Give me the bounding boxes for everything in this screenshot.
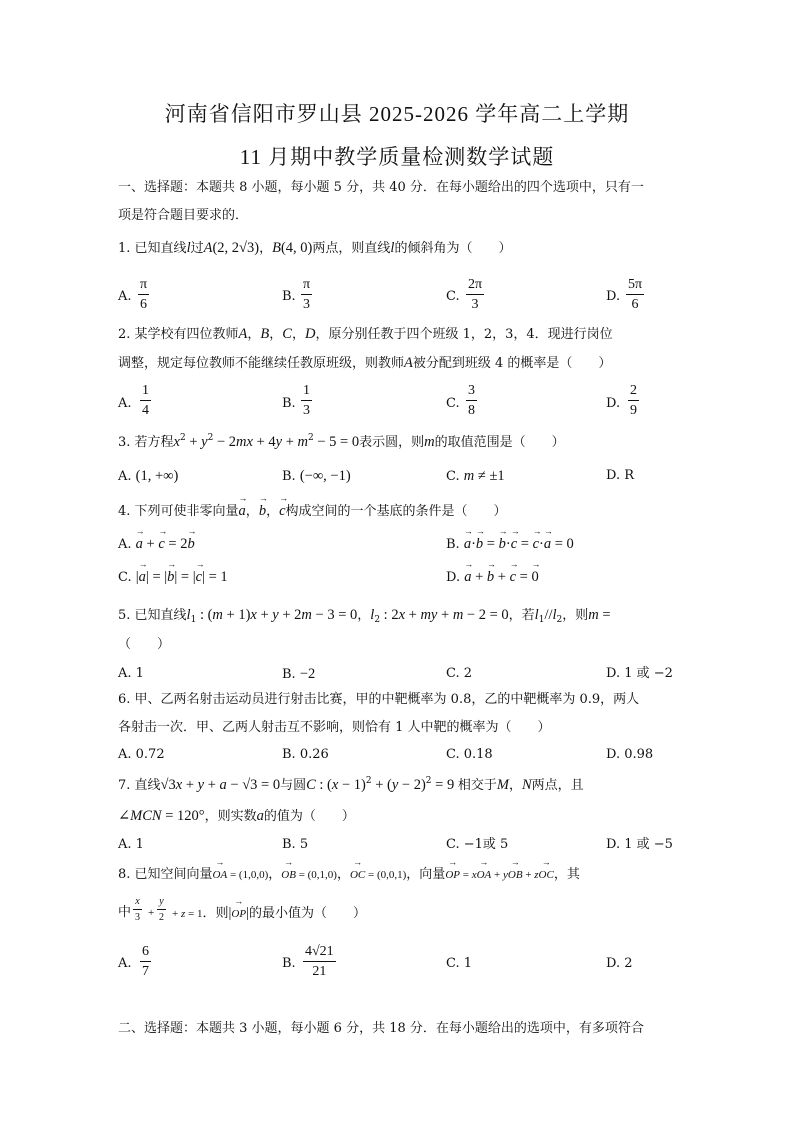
option-b-label: B. bbox=[282, 289, 296, 304]
question-5-stem-line2: （ ） bbox=[118, 637, 171, 652]
option-d-label: D. bbox=[606, 396, 621, 411]
question-6-stem-line1: 6. 甲、乙两名射击运动员进行射击比赛，甲的中靶概率为 0.8，乙的中靶概率为 0.9，两人 bbox=[118, 692, 640, 707]
option-a-fraction: $\frac{\pi}{6}$ bbox=[140, 277, 148, 312]
option-a-label: A. bbox=[118, 956, 132, 971]
option-a-label: A. bbox=[118, 289, 132, 304]
option-b-label: B. bbox=[282, 396, 296, 411]
option-d: D. 1 或 −2 bbox=[606, 666, 673, 681]
option-c: C. −1或 5 bbox=[446, 837, 509, 852]
option-c-label: C. bbox=[446, 396, 460, 411]
option-d: D. 2 bbox=[606, 956, 633, 971]
option-b: B. (−∞, −1) bbox=[282, 468, 351, 484]
question-5-stem: 5. 已知直线$l_1$ : (m + 1)x + y + 2m − 3 = 0，$l_2$ : 2x + my + m − 2 = 0，若$l_1//l_2$，则m = bbox=[118, 607, 611, 625]
option-b-fraction: $\frac{1}{3}$ bbox=[303, 383, 310, 418]
q8-frac-x3: $\frac{x}{3}$ bbox=[135, 896, 140, 923]
option-a: A. 0.72 bbox=[118, 747, 165, 762]
option-c-label: C. bbox=[446, 289, 460, 304]
option-c: C. 0.18 bbox=[446, 747, 493, 762]
question-8-condition: + z = 1．则|→ OP|的最小值为（ ） bbox=[172, 905, 366, 922]
option-c-fraction: $\frac{3}{8}$ bbox=[468, 383, 475, 418]
option-a-fraction: $\frac{6}{7}$ bbox=[142, 944, 149, 979]
option-a: A. → a + → c = 2→ b bbox=[118, 536, 195, 553]
option-d-fraction: $\frac{2}{9}$ bbox=[630, 383, 637, 418]
option-c: C. |→ a| = |→ b| = |→ c| = 1 bbox=[118, 569, 228, 586]
option-b-fraction: $\frac{4√21}{21}$ bbox=[305, 944, 334, 979]
question-8-stem: 8. 已知空间向量→ OA = (1,0,0)，→ OB = (0,1,0)，→ OC = (0,0,1)，向量→ OP = x→ OA + y→ OB + z→ OC，其 bbox=[118, 867, 580, 883]
q8-plus: + bbox=[148, 907, 155, 919]
question-8-stem-line2: 中 bbox=[118, 905, 132, 920]
question-7-stem: 7. 直线√3x + y + a − √3 = 0与圆C : $(x - 1)^2 + (y - 2)^2 = 9$ 相交于M，N两点，且 bbox=[118, 776, 584, 793]
option-d-fraction: $\frac{5\pi}{6}$ bbox=[628, 277, 643, 312]
option-a: A. 1 bbox=[118, 666, 144, 681]
question-4-stem: 4. 下列可使非零向量→ a，→ b，→ c构成空间的一个基底的条件是（ ） bbox=[118, 503, 507, 520]
option-a: A. 1 bbox=[118, 837, 144, 852]
option-d-label: D. bbox=[606, 289, 621, 304]
section1-header-line1: 一、选择题：本题共 8 小题，每小题 5 分，共 40 分．在每小题给出的四个选项中，只有一 bbox=[118, 180, 644, 195]
option-b-label: B. bbox=[282, 956, 296, 971]
option-c: C. 1 bbox=[446, 956, 473, 971]
option-b: B. → a·→ b = → b·→ c = → c·→ a = 0 bbox=[446, 536, 574, 553]
section2-header-line1: 二、选择题：本题共 3 小题，每小题 6 分，共 18 分．在每小题给出的选项中，有多项符合 bbox=[118, 1021, 644, 1036]
exam-title-line1: 河南省信阳市罗山县 2025-2026 学年高二上学期 bbox=[164, 102, 630, 126]
question-2-stem-line1: 2. 某学校有四位教师A，B，C，D，原分别任教于四个班级 1，2，3，4．现进行岗位 bbox=[118, 326, 613, 342]
question-1-stem: 1. 已知直线l过A(2, 2√3)，B(4, 0)两点，则直线l的倾斜角为（ ） bbox=[118, 240, 512, 256]
option-c-fraction: $\frac{2\pi}{3}$ bbox=[468, 277, 483, 312]
option-b: B. 0.26 bbox=[282, 747, 329, 762]
section1-header-line2: 项是符合题目要求的． bbox=[118, 208, 249, 223]
question-6-stem-line2: 各射击一次．甲、乙两人射击互不影响，则恰有 1 人中靶的概率为（ ） bbox=[118, 720, 551, 735]
option-a-fraction: $\frac{1}{4}$ bbox=[142, 383, 149, 418]
q8-frac-y2: $\frac{y}{2}$ bbox=[159, 896, 164, 923]
question-7-stem-line2: ∠MCN = 120°，则实数a的值为（ ） bbox=[118, 808, 355, 824]
exam-title-line2: 11 月期中教学质量检测数学试题 bbox=[239, 145, 555, 169]
option-d: D. R bbox=[606, 468, 635, 483]
question-2-stem-line2: 调整，规定每位教师不能继续任教原班级，则教师A被分配到班级 4 的概率是（ ） bbox=[118, 355, 612, 371]
option-c: C. 2 bbox=[446, 666, 473, 681]
option-a: A. (1, +∞) bbox=[118, 468, 179, 484]
option-b: B. −2 bbox=[282, 666, 316, 682]
question-3-stem: 3. 若方程$x^2 + y^2 - 2mx + 4y + m^2 - 5 = 0$表示圆，则m的取值范围是（ ） bbox=[118, 433, 565, 450]
option-b-fraction: $\frac{\pi}{3}$ bbox=[303, 277, 311, 312]
option-d: D. 1 或 −5 bbox=[606, 837, 673, 852]
option-d: D. → a + → b + → c = → 0 bbox=[446, 569, 539, 586]
option-a-label: A. bbox=[118, 396, 132, 411]
option-b: B. 5 bbox=[282, 837, 309, 852]
option-c: C. m ≠ ±1 bbox=[446, 468, 505, 484]
option-d: D. 0.98 bbox=[606, 747, 654, 762]
